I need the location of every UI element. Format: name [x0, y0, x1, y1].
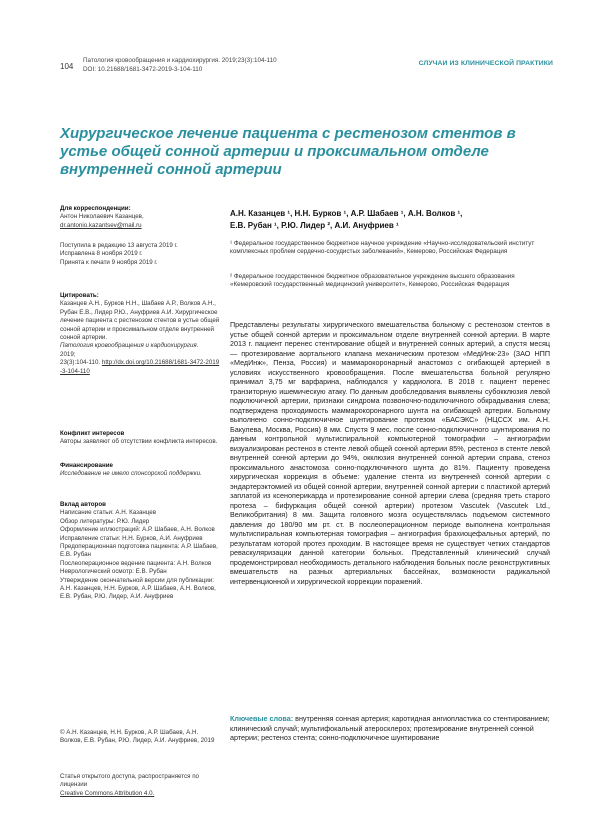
cite-doi-link[interactable]: http://dx.doi.org/10.21688/1681-3472-2019-3-104-110: [60, 359, 220, 375]
license-text: Статья открытого доступа, распространяется по лицензии: [60, 773, 199, 789]
license-block: [60, 773, 220, 798]
journal-doi: DOI: 10.21688/1681-3472-2019-3-104-110: [83, 66, 203, 73]
contrib-line: Предоперационная подготовка пациента: А.Р. Шабаев, Е.В. Рубан: [60, 543, 218, 559]
correspondence-block: [60, 205, 220, 230]
affiliation-2: ² Федеральное государственное бюджетное образовательное учреждение высшего образования «Кемеровский государственный медицинский университет», Кемерово, Российская Федерация: [230, 273, 515, 289]
cite-journal: Патология кровообращения и кардиохирургия.: [60, 342, 199, 350]
conflict-heading: Конфликт интересов: [60, 430, 125, 437]
license-link[interactable]: Creative Commons Attribution 4.0.: [60, 789, 155, 797]
contrib-line: Неврологический осмотр: Е.В. Рубан: [60, 568, 167, 576]
date-revised: Исправлена 8 ноября 2019 г.: [60, 250, 143, 258]
contrib-line: Послеоперационное ведение пациента: А.Н. Волков: [60, 559, 212, 567]
copyright-text: © А.Н. Казанцев, Н.Н. Бурков, А.Р. Шабаев, А.Н. Волков, Е.В. Рубан, Р.Ю. Лидер, А.И. Ануфриев, 2019: [60, 729, 215, 745]
contrib-line: Исправление статьи: Н.Н. Бурков, А.И. Ануфриев: [60, 534, 203, 542]
contrib-line: Оформление иллюстраций: А.Р. Шабаев, А.Н. Волков: [60, 526, 215, 534]
contrib-line: Утверждение окончательной версии для публикации: А.Н. Казанцев, Н.Н. Бурков, А.Р. Шабаев, А.Н. Волков, Е.В. Рубан, Р.Ю. Лидер, А.И. Ануфриев: [60, 576, 216, 601]
copyright-block: [60, 729, 220, 746]
cite-text: Казанцев А.Н., Бурков Н.Н., Шабаев А.Р., Волков А.Н., Рубан Е.В., Лидер Р.Ю., Ануфриев А.И. Хирургическое лечение пациента с рестенозом стентов в устье общей сонной артерии и проксимальном отделе внутренней сонной артерии.: [60, 300, 220, 342]
date-accepted: Принята к печати 9 ноября 2019 г.: [60, 258, 158, 266]
page-number: 104: [60, 62, 74, 71]
keywords-label: Ключевые слова:: [230, 714, 294, 723]
contrib-heading: Вклад авторов: [60, 501, 106, 508]
article-title: Хирургическое лечение пациента с рестенозом стентов в устье общей сонной артерии и проксимальном отделе внутренней сонной артерии: [60, 125, 516, 178]
conflict-text: Авторы заявляют об отсутствии конфликта интересов.: [60, 438, 218, 446]
correspondence-email-link[interactable]: dr.antonio.kazantsev@mail.ru: [60, 221, 142, 229]
correspondence-heading: Для корреспонденции:: [60, 205, 131, 212]
cite-pages: 23(3):104-110.: [60, 359, 101, 367]
abstract-text: Представлены результаты хирургического вмешательства больному с рестенозом стентов в устье общей сонной артерии и проксимальном отделе внутренней сонной артерии. В марте 2013 г. пациент перенес стентирование общей и внутренней сонных артерий, а спустя месяц — протезирование аортального клапана механическим протезом «МедИнж-23» (ЗАО НПП «МедИнж», Пенза, Россия) и маммарокоронарный анастомоз с огибающей артерией в условиях искусственного кровообращения. После вмешательства больной регулярно принимал 3,75 мг варфарина, наблюдался у кардиолога. В 2018 г. пациент перенес транзиторную ишемическую атаку. По данным дообследования выявлены субокклюзия левой подключичной артерии, признаки синдрома позвоночно-подключичного обкрадывания слева; подтверждена проходимость маммарокоронарного шунта на огибающей артерии. Больному выполнено сонно-подключичное шунтирование протезом «БАСЭКС» (НЦССХ им. А.Н. Бакулева, Москва, Россия) 8 мм. Спустя 9 мес. после сонно-подключичного шунтирования по данным контрольной мультиспиральной компьютерной томографии – ангиографии визуализирован рестеноз в стенте левой общей сонной артерии 85%, рестеноз в стенте левой внутренней сонной артерии до 94%, окклюзия внутренней сонной артерии справа, стеноз проксимального анастомоза сонно-подключичного шунта до 81%. Пациенту проведена хирургическая коррекция в объеме: удаление стента из внутренней сонной артерии с эндартерэктомией из общей сонной артерии, внутренней сонной артерии с пластикой артерий заплатой из ксеноперикарда и протезирование сонной артерии слева (средняя треть старого протеза – бифуркация общей сонной артерии) протезом Vascutek (Vascutek Ltd., Великобритания) 8 мм. Защита головного мозга осуществлялась подъемом системного давления до 180/90 мм рт. ст. В послеоперационном периоде выполнена контрольная мультиспиральная компьютерная томография – ангиография брахиоцефальных артерий, по результатам которой протез проходим. В настоящее время не существует четких стандартов реваскуляризации данной категории больных. Представленный клинический случай продемонстрировал необходимость детального наблюдения больных после реконструктивных вмешательств на разных артериальных бассейнах, возможности радикальной интервенционной и хирургической коррекции поражений.: [230, 320, 550, 586]
journal-info: [83, 56, 277, 74]
cite-year: 2019;: [60, 350, 76, 358]
keywords-text: внутренняя сонная артерия; каротидная ангиопластика со стентированием; клинический случай; мультифокальный атеросклероз; протезирование внутренней сонной артерии; рестеноз стента; сонно-подключичное шунтирование: [230, 714, 550, 742]
cite-block: [60, 292, 220, 376]
date-received: Поступила в редакцию 13 августа 2019 г.: [60, 242, 178, 249]
author-list: [230, 208, 550, 232]
funding-block: [60, 462, 220, 479]
funding-heading: Финансирование: [60, 462, 113, 469]
conflict-block: [60, 430, 220, 447]
journal-citation: Патология кровообращения и кардиохирургия. 2019;23(3):104-110: [83, 57, 277, 64]
correspondence-name: Антон Николаевич Казанцев,: [60, 213, 144, 221]
keywords-block: [230, 714, 550, 743]
funding-text: Исследование не имело спонсорской поддержки.: [60, 470, 202, 478]
cite-heading: Цитировать:: [60, 292, 99, 299]
author-line: А.Н. Казанцев ¹, Н.Н. Бурков ¹, А.Р. Шабаев ¹, А.Н. Волков ¹,: [230, 209, 463, 218]
contrib-line: Написание статьи: А.Н. Казанцев: [60, 509, 157, 517]
affiliation-1: ¹ Федеральное государственное бюджетное научное учреждение «Научно-исследовательский институт комплексных проблем сердечно-сосудистых заболеваний», Кемерово, Российская Федерация: [230, 240, 535, 256]
section-label: СЛУЧАИ ИЗ КЛИНИЧЕСКОЙ ПРАКТИКИ: [418, 60, 553, 67]
contrib-block: [60, 501, 220, 602]
contrib-line: Обзор литературы: Р.Ю. Лидер: [60, 517, 150, 525]
dates-block: [60, 242, 220, 267]
author-line: Е.В. Рубан ¹, Р.Ю. Лидер ², А.И. Ануфриев ¹: [230, 221, 399, 230]
